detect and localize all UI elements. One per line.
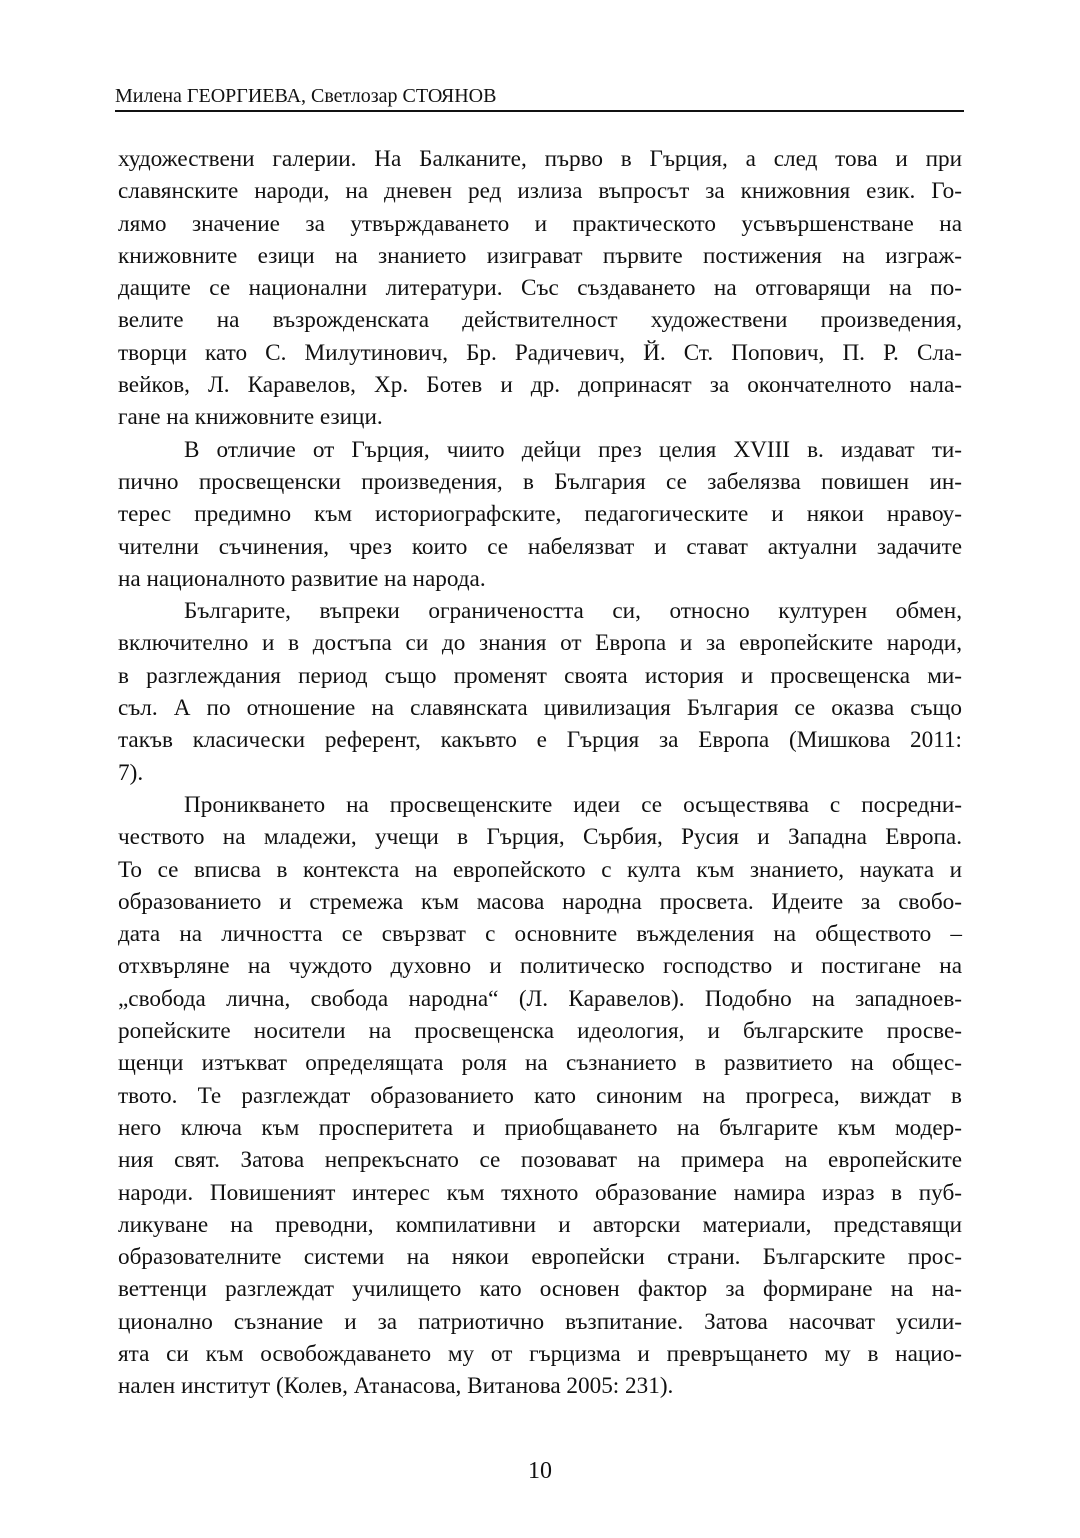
body-text [118,143,962,1403]
text-line: лямо значение за утвърждаването и практическото усъвършенстване на [118,210,962,237]
text-line: ционално съзнание и за патриотично възпитание. Затова насочват усили- [118,1308,962,1335]
text-line: творци като С. Милутинович, Бр. Радичевич, Й. Ст. Попович, П. Р. Сла- [118,339,962,366]
text-line: гане на книжовните езици. [118,404,383,431]
text-line: включително и в достъпа си до знания от Европа и за европейските народи, [118,630,962,657]
text-line: 7). [118,759,144,786]
paragraph-1 [118,143,962,434]
text-line: на националното развитие на народа. [118,565,486,592]
text-line: ликуване на преводни, компилативни и авторски материали, представящи [118,1211,962,1238]
paragraph-4 [118,789,962,1403]
text-line: То се вписва в контекста на европейското с култа към знанието, науката и [118,856,962,883]
text-line: Българите, въпреки ограничеността си, относно културен обмен, [184,598,962,625]
text-line: в разглеждания период също променят своята история и просвещенска ми- [118,662,962,689]
running-header [115,84,964,112]
text-line: отхвърляне на чуждото духовно и политическо господство и постигане на [118,953,962,980]
text-line: художествени галерии. На Балканите, първо в Гърция, а след това и при [118,146,962,172]
text-line: славянските народи, на дневен ред излиза въпросът за книжовния език. Го- [118,178,962,205]
header-authors: Милена ГЕОРГИЕВА, Светлозар СТОЯНОВ [115,85,497,107]
text-line: книжовните езици на знанието изиграват първите постижения на изграж- [118,242,962,269]
text-line: Проникването на просвещенските идеи се осъществява с посредни- [184,791,962,818]
text-line: него ключа към просперитета и приобщаването на българите към модер- [118,1114,962,1141]
text-line: съл. А по отношение на славянската цивилизация България се оказва също [118,695,962,722]
text-line: велите на възрожденската действителност художествени произведения, [118,307,962,334]
paragraph-2 [118,434,962,595]
text-line: веттенци разглеждат училището като основен фактор за формиране на на- [118,1276,962,1303]
text-line: терес предимно към историографските, педагогическите и някои нравоу- [118,501,962,528]
text-line: щенци изтъкват определящата роля на съзнанието в развитието на общес- [118,1050,962,1077]
text-line: образованието и стремежа към масова народна просвета. Идеите за свобо- [118,888,962,915]
text-line: пично просвещенски произведения, в България се забелязва повишен ин- [118,468,962,495]
page-number: 10 [528,1458,552,1484]
text-line: народи. Повишеният интерес към тяхното образование намира израз в пуб- [118,1179,962,1206]
text-line: образователните системи на някои европейски страни. Българските прос- [118,1244,962,1271]
text-line: твото. Те разглеждат образованието като синоним на прогреса, виждат в [118,1082,962,1109]
text-line: дата на личността се свързват с основните въжделения на обществото – [118,921,962,948]
text-line: ята си към освобождаването му от гърцизма и превръщането му в нацио- [118,1340,962,1367]
text-line: „свобода лична, свобода народна“ (Л. Каравелов). Подобно на западноев- [118,985,962,1012]
text-line: такъв класически референт, какъвто е Гърция за Европа (Мишкова 2011: [118,727,962,754]
text-line: вейков, Л. Каравелов, Хр. Ботев и др. допринасят за окончателното нала- [118,372,962,399]
text-line: нален институт (Колев, Атанасова, Витанова 2005: 231). [118,1373,674,1400]
paragraph-3 [118,595,962,789]
text-line: чеството на младежи, учещи в Гърция, Сърбия, Русия и Западна Европа. [118,824,962,851]
text-line: дащите се национални литератури. Със създаването на отговарящи на по- [118,275,962,302]
text-line: В отличие от Гърция, чиито дейци през целия XVIII в. издават ти- [184,436,962,463]
text-line: ния свят. Затова непрекъснато се позовават на примера на европейските [118,1147,962,1174]
text-line: чителни съчинения, чрез които се набелязват и стават актуални задачите [118,533,962,560]
text-line: ропейските носители на просвещенска идеология, и българските просве- [118,1018,962,1045]
